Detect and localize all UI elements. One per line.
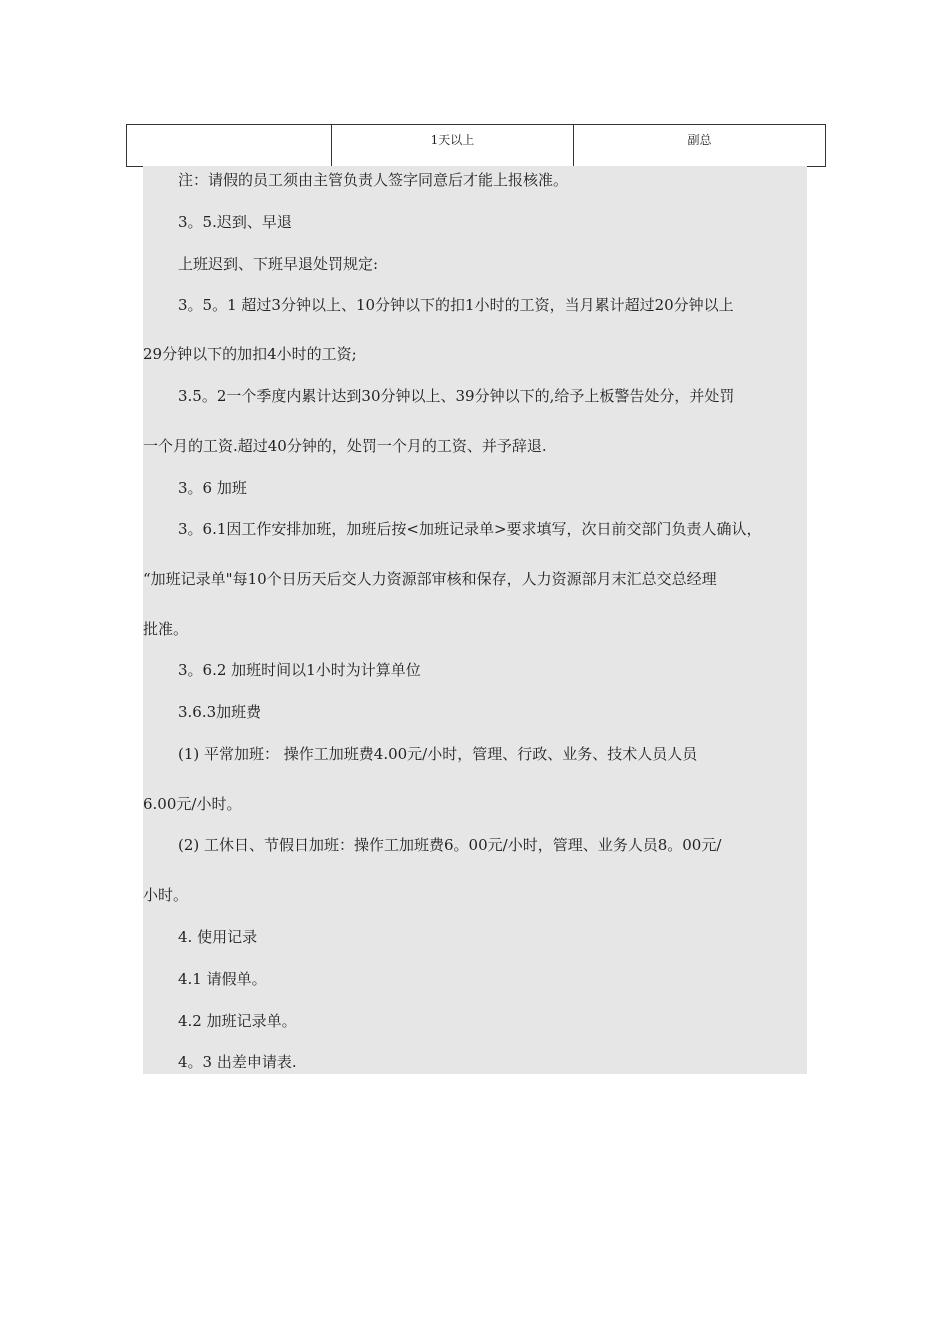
list-item: 4.1 请假单。 xyxy=(178,970,267,988)
section-heading-overtime: 3。6 加班 xyxy=(178,479,247,497)
table-cell-empty xyxy=(127,125,332,167)
list-item-continued: 小时。 xyxy=(143,886,189,904)
section-heading-late: 3。5.迟到、早退 xyxy=(178,213,292,231)
paragraph: 3。5。1 超过3分钟以上、10分钟以下的扣1小时的工资，当月累计超过20分钟以上 xyxy=(178,296,734,314)
paragraph: 3.5。2一个季度内累计达到30分钟以上、39分钟以下的,给予上板警告处分，并处罚 xyxy=(178,387,735,405)
list-item: (1) 平常加班： 操作工加班费4.00元/小时，管理、行政、业务、技术人员人员 xyxy=(178,745,698,763)
list-item: 4。3 出差申请表. xyxy=(178,1053,297,1071)
paragraph: 上班迟到、下班早退处罚规定: xyxy=(178,255,379,273)
approval-table xyxy=(126,124,826,167)
list-item: 4.2 加班记录单。 xyxy=(178,1012,297,1030)
subsection-heading: 3.6.3加班费 xyxy=(178,703,262,721)
paragraph: 3。6.2 加班时间以1小时为计算单位 xyxy=(178,661,421,679)
paragraph: 3。6.1因工作安排加班，加班后按<加班记录单>要求填写，次日前交部门负责人确认， xyxy=(178,520,762,538)
table-cell-approver: 副总 xyxy=(574,125,826,167)
paragraph-continued: 批准。 xyxy=(143,620,189,638)
paragraph-continued: 一个月的工资.超过40分钟的，处罚一个月的工资、并予辞退. xyxy=(143,437,547,455)
list-item: (2) 工休日、节假日加班：操作工加班费6。00元/小时，管理、业务人员8。00元/ xyxy=(178,836,722,854)
section-heading-records: 4. 使用记录 xyxy=(178,928,258,946)
note-line: 注：请假的员工须由主管负责人签字同意后才能上报核准。 xyxy=(178,171,569,189)
table-row xyxy=(127,125,826,167)
table-cell-duration: 1天以上 xyxy=(332,125,574,167)
paragraph-continued: “加班记录单"每10个日历天后交人力资源部审核和保存，人力资源部月末汇总交总经理 xyxy=(143,570,717,588)
list-item-continued: 6.00元/小时。 xyxy=(143,795,242,813)
paragraph-continued: 29分钟以下的加扣4小时的工资; xyxy=(143,345,357,363)
